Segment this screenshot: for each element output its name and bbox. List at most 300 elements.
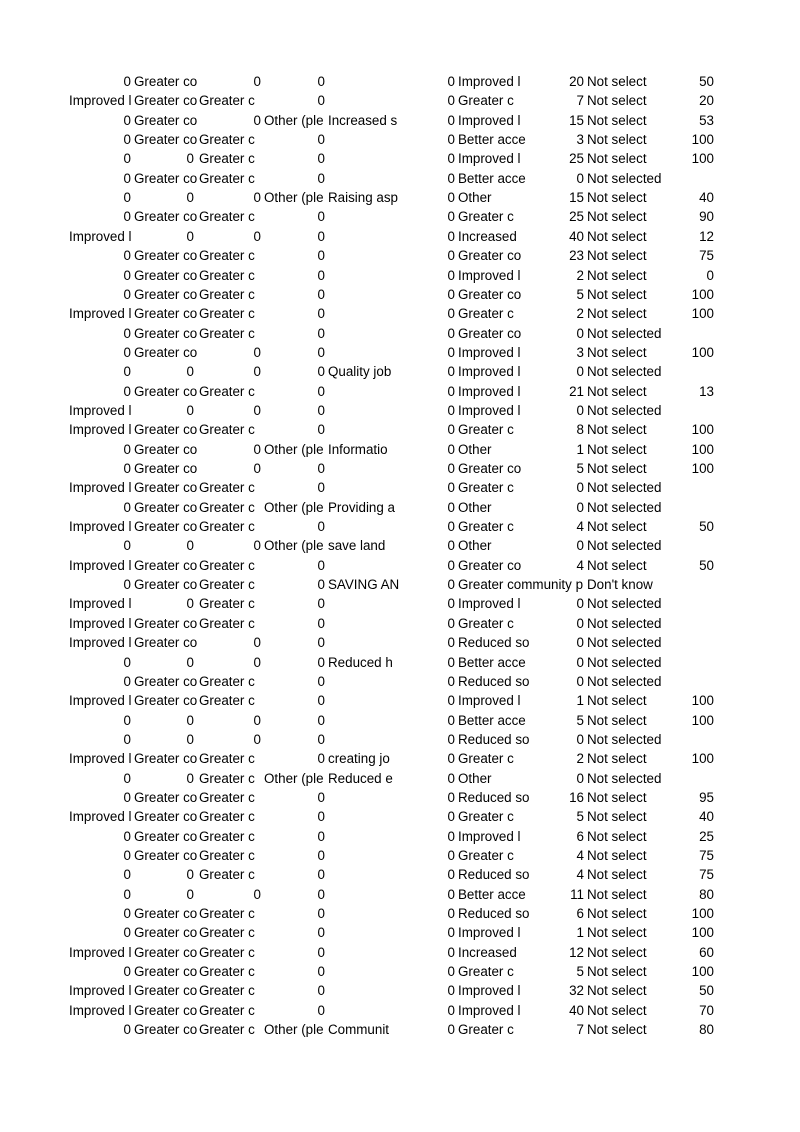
table-cell: Not select: [587, 248, 647, 264]
table-cell: Not selected: [587, 731, 662, 747]
table-cell: Greater co: [134, 325, 198, 341]
table-cell: 0: [447, 132, 455, 148]
table-cell: Greater co: [134, 751, 198, 767]
table-cell: 0: [123, 209, 131, 225]
table-cell: 0: [186, 364, 194, 380]
table-cell: 0: [123, 654, 131, 670]
table-cell: Not select: [587, 306, 647, 322]
table-cell: Not selected: [587, 635, 662, 651]
table-cell: Better acce: [458, 132, 526, 148]
table-cell: 0: [447, 712, 455, 728]
table-cell: Greater c: [199, 906, 255, 922]
table-cell: 0: [447, 402, 455, 418]
table-cell: 0: [317, 751, 325, 767]
table-cell: Improved l: [458, 267, 521, 283]
table-row: [0, 246, 800, 265]
table-cell: Not select: [587, 74, 647, 89]
table-cell: 0: [447, 306, 455, 322]
table-cell: Not selected: [587, 538, 662, 554]
table-cell: 0: [576, 673, 584, 689]
table-cell: 0: [576, 538, 584, 554]
table-cell: Other: [458, 499, 492, 515]
table-row: [0, 943, 800, 962]
table-cell: 0: [317, 557, 325, 573]
table-row: [0, 285, 800, 304]
table-cell: Greater c: [199, 944, 255, 960]
table-row: [0, 72, 800, 91]
table-cell: 13: [699, 383, 714, 399]
table-cell: 0: [447, 151, 455, 167]
table-cell: 8: [576, 422, 584, 438]
table-cell: Greater co: [134, 983, 198, 999]
table-row: [0, 382, 800, 401]
table-cell: Increased: [458, 228, 517, 244]
table-cell: Not select: [587, 228, 647, 244]
table-cell: 0: [447, 190, 455, 206]
table-cell: Greater c: [458, 422, 514, 438]
table-cell: 0: [447, 519, 455, 535]
table-cell: 0: [123, 344, 131, 360]
table-cell: Better acce: [458, 170, 526, 186]
table-cell: 0: [317, 267, 325, 283]
table-cell: 0: [317, 654, 325, 670]
table-cell: 0: [253, 538, 261, 554]
table-cell: Not select: [587, 557, 647, 573]
table-row: [0, 111, 800, 130]
table-cell: 0: [447, 499, 455, 515]
table-cell: 0: [253, 731, 261, 747]
table-cell: Improved l: [69, 596, 132, 612]
table-row: [0, 478, 800, 497]
table-row: [0, 807, 800, 826]
table-cell: 0: [186, 228, 194, 244]
table-cell: 0: [123, 789, 131, 805]
table-row: [0, 517, 800, 536]
table-cell: Greater co: [134, 248, 198, 264]
table-cell: 0: [186, 596, 194, 612]
table-cell: 5: [576, 712, 584, 728]
table-row: [0, 266, 800, 285]
table-cell: 0: [123, 886, 131, 902]
table-cell: 0: [447, 925, 455, 941]
table-cell: 0: [447, 538, 455, 554]
table-cell: Greater c: [199, 480, 255, 496]
table-cell: Greater c: [199, 209, 255, 225]
table-cell: 0: [123, 731, 131, 747]
table-cell: Not selected: [587, 654, 662, 670]
table-cell: 0: [447, 480, 455, 496]
table-cell: Greater c: [199, 151, 255, 167]
table-cell: 0: [317, 983, 325, 999]
table-cell: Greater co: [134, 209, 198, 225]
table-cell: 0: [447, 596, 455, 612]
table-cell: 100: [691, 906, 714, 922]
table-row: [0, 594, 800, 613]
table-cell: Not select: [587, 112, 647, 128]
table-row: [0, 536, 800, 555]
table-cell: 100: [691, 712, 714, 728]
table-cell: Not selected: [587, 402, 662, 418]
table-cell: Greater c: [458, 615, 514, 631]
table-cell: 0: [447, 944, 455, 960]
table-row: [0, 207, 800, 226]
table-row: [0, 981, 800, 1000]
table-cell: Greater co: [134, 422, 198, 438]
table-cell: Increased s: [328, 112, 398, 128]
table-cell: 0: [447, 557, 455, 573]
table-row: [0, 904, 800, 923]
table-cell: 0: [123, 248, 131, 264]
table-cell: 0: [123, 964, 131, 980]
table-cell: Greater c: [199, 267, 255, 283]
table-cell: 0: [317, 383, 325, 399]
table-cell: Greater co: [458, 557, 522, 573]
table-cell: 15: [569, 112, 584, 128]
table-cell: Improved l: [69, 693, 132, 709]
table-cell: Not select: [587, 867, 647, 883]
table-cell: Not select: [587, 383, 647, 399]
table-cell: Not selected: [587, 325, 662, 341]
table-cell: 0: [317, 286, 325, 302]
table-cell: 3: [576, 344, 584, 360]
table-cell: 0: [706, 267, 714, 283]
table-cell: 0: [317, 789, 325, 805]
table-cell: 0: [186, 712, 194, 728]
table-cell: 0: [447, 325, 455, 341]
table-cell: 0: [317, 344, 325, 360]
table-cell: 0: [447, 635, 455, 651]
table-cell: Not select: [587, 93, 647, 109]
table-cell: Other: [458, 770, 492, 786]
table-cell: 75: [699, 248, 714, 264]
table-row: [0, 304, 800, 323]
table-cell: Informatio: [328, 441, 388, 457]
table-cell: Greater co: [134, 286, 198, 302]
table-row: [0, 401, 800, 420]
table-cell: 0: [447, 964, 455, 980]
table-cell: Improved l: [69, 422, 132, 438]
table-cell: Not selected: [587, 170, 662, 186]
table-cell: 1: [576, 693, 584, 709]
table-cell: Greater co: [134, 93, 198, 109]
table-cell: save land: [328, 538, 386, 554]
table-cell: Other (ple: [264, 1022, 324, 1038]
table-cell: Greater co: [134, 441, 198, 457]
table-cell: Greater c: [199, 519, 255, 535]
table-cell: 50: [699, 557, 714, 573]
table-cell: 0: [186, 190, 194, 206]
table-cell: Improved l: [458, 828, 521, 844]
table-cell: Greater co: [458, 461, 522, 476]
table-cell: 0: [317, 848, 325, 863]
table-row: [0, 420, 800, 439]
table-cell: 0: [447, 1002, 455, 1018]
table-cell: 0: [123, 441, 131, 457]
table-cell: Other (ple: [264, 190, 324, 206]
table-cell: 100: [691, 751, 714, 767]
table-cell: Greater co: [134, 383, 198, 399]
table-cell: 0: [317, 422, 325, 438]
table-cell: Not select: [587, 925, 647, 941]
table-cell: Greater c: [199, 964, 255, 980]
table-cell: 0: [123, 867, 131, 883]
table-cell: 0: [317, 596, 325, 612]
table-cell: 0: [447, 577, 455, 593]
table-cell: Not select: [587, 209, 647, 225]
table-row: [0, 440, 800, 459]
table-cell: 0: [123, 190, 131, 206]
table-cell: 0: [317, 712, 325, 728]
table-cell: 50: [699, 519, 714, 535]
table-cell: Not select: [587, 422, 647, 438]
table-cell: Improved l: [458, 1002, 521, 1018]
table-cell: Greater co: [134, 577, 198, 593]
table-cell: 0: [186, 151, 194, 167]
table-cell: Greater co: [134, 848, 198, 863]
table-cell: 0: [576, 364, 584, 380]
table-cell: Improved l: [69, 228, 132, 244]
table-cell: Other: [458, 538, 492, 554]
table-cell: 0: [253, 654, 261, 670]
table-cell: 0: [186, 654, 194, 670]
table-cell: Greater c: [199, 925, 255, 941]
table-row: [0, 691, 800, 710]
table-row: [0, 846, 800, 865]
table-cell: Reduced so: [458, 731, 530, 747]
table-cell: 0: [317, 1002, 325, 1018]
table-cell: Reduced so: [458, 635, 530, 651]
table-cell: 0: [447, 422, 455, 438]
table-cell: Not select: [587, 983, 647, 999]
table-cell: 0: [186, 538, 194, 554]
table-cell: Not select: [587, 828, 647, 844]
table-cell: Reduced h: [328, 654, 393, 670]
table-cell: 0: [317, 828, 325, 844]
table-cell: 0: [317, 93, 325, 109]
table-cell: Greater co: [134, 944, 198, 960]
table-cell: Not select: [587, 693, 647, 709]
table-cell: 0: [447, 228, 455, 244]
table-cell: 0: [576, 402, 584, 418]
table-cell: 0: [253, 190, 261, 206]
table-cell: Greater co: [134, 557, 198, 573]
table-cell: Greater c: [199, 867, 255, 883]
table-cell: 53: [699, 112, 714, 128]
table-cell: Improved l: [458, 151, 521, 167]
table-cell: Not select: [587, 344, 647, 360]
table-cell: 0: [123, 267, 131, 283]
table-cell: 50: [699, 74, 714, 89]
table-cell: 20: [699, 93, 714, 109]
table-cell: Greater community p: [458, 577, 584, 593]
table-cell: Not selected: [587, 596, 662, 612]
table-row: [0, 962, 800, 981]
table-cell: 0: [447, 1022, 455, 1038]
table-cell: 100: [691, 693, 714, 709]
table-cell: Not selected: [587, 480, 662, 496]
table-cell: Greater c: [199, 577, 255, 593]
table-cell: Improved l: [458, 693, 521, 709]
table-cell: Greater co: [134, 112, 198, 128]
table-cell: Improved l: [458, 344, 521, 360]
table-cell: 0: [317, 925, 325, 941]
table-cell: 0: [123, 74, 131, 89]
table-cell: Greater c: [458, 1022, 514, 1038]
table-cell: Greater c: [199, 809, 255, 825]
table-cell: Not select: [587, 286, 647, 302]
table-cell: Greater co: [134, 673, 198, 689]
table-cell: 0: [447, 93, 455, 109]
table-cell: Improved l: [458, 364, 521, 380]
table-cell: Other (ple: [264, 538, 324, 554]
table-row: [0, 169, 800, 188]
table-cell: Greater c: [199, 286, 255, 302]
table-cell: 0: [186, 402, 194, 418]
table-cell: 40: [569, 228, 584, 244]
table-cell: Not select: [587, 461, 647, 476]
table-cell: Not select: [587, 906, 647, 922]
table-cell: 0: [317, 673, 325, 689]
table-cell: 80: [699, 886, 714, 902]
table-cell: 0: [447, 789, 455, 805]
table-cell: 0: [253, 635, 261, 651]
table-cell: 100: [691, 461, 714, 476]
table-cell: creating jo: [328, 751, 390, 767]
table-row: [0, 188, 800, 207]
table-cell: Greater co: [134, 1022, 198, 1038]
table-cell: 4: [576, 867, 584, 883]
table-cell: 0: [123, 499, 131, 515]
table-cell: 0: [317, 325, 325, 341]
table-cell: Greater co: [134, 809, 198, 825]
table-cell: 0: [447, 74, 455, 89]
table-cell: Greater co: [134, 519, 198, 535]
table-cell: Improved l: [69, 480, 132, 496]
table-cell: Greater c: [199, 557, 255, 573]
table-cell: 0: [447, 731, 455, 747]
table-cell: 25: [699, 828, 714, 844]
table-cell: 0: [186, 731, 194, 747]
table-cell: 0: [253, 712, 261, 728]
table-cell: 0: [317, 944, 325, 960]
table-cell: 100: [691, 151, 714, 167]
table-cell: 100: [691, 441, 714, 457]
table-cell: 0: [447, 170, 455, 186]
table-cell: 0: [123, 383, 131, 399]
table-cell: Reduced so: [458, 789, 530, 805]
table-cell: 5: [576, 964, 584, 980]
table-cell: 0: [317, 228, 325, 244]
table-cell: Greater c: [458, 209, 514, 225]
table-cell: 0: [253, 344, 261, 360]
table-cell: Not select: [587, 848, 647, 863]
table-cell: Not select: [587, 751, 647, 767]
table-cell: 0: [317, 364, 325, 380]
table-row: [0, 633, 800, 652]
table-cell: Better acce: [458, 654, 526, 670]
table-cell: Not selected: [587, 499, 662, 515]
table-cell: 100: [691, 132, 714, 148]
table-cell: 0: [447, 654, 455, 670]
table-cell: 0: [186, 770, 194, 786]
table-row: [0, 362, 800, 381]
table-cell: 95: [699, 789, 714, 805]
table-cell: 0: [123, 906, 131, 922]
table-cell: Better acce: [458, 886, 526, 902]
table-cell: 0: [253, 441, 261, 457]
table-cell: Improved l: [69, 1002, 132, 1018]
table-row: [0, 556, 800, 575]
table-row: [0, 130, 800, 149]
table-cell: Improved l: [458, 983, 521, 999]
table-cell: 0: [447, 983, 455, 999]
table-cell: Communit: [328, 1022, 390, 1038]
table-cell: 0: [123, 1022, 131, 1038]
table-cell: 12: [569, 944, 584, 960]
table-cell: Not select: [587, 944, 647, 960]
table-cell: 0: [317, 615, 325, 631]
table-cell: Improved l: [69, 615, 132, 631]
table-cell: 0: [317, 886, 325, 902]
table-cell: Not selected: [587, 673, 662, 689]
table-row: [0, 614, 800, 633]
table-cell: Greater c: [199, 789, 255, 805]
table-cell: Greater co: [458, 325, 522, 341]
table-cell: Not select: [587, 519, 647, 535]
table-cell: 0: [317, 731, 325, 747]
table-cell: Greater c: [199, 325, 255, 341]
table-cell: Improved l: [69, 306, 132, 322]
table-row: [0, 653, 800, 672]
table-cell: Not select: [587, 1002, 647, 1018]
table-cell: Greater c: [199, 1022, 255, 1038]
table-cell: 100: [691, 286, 714, 302]
table-row: [0, 459, 800, 478]
table-cell: 0: [123, 673, 131, 689]
table-cell: Reduced so: [458, 673, 530, 689]
table-cell: 0: [317, 74, 325, 89]
table-cell: Not select: [587, 809, 647, 825]
table-cell: Greater c: [199, 499, 255, 515]
table-cell: 15: [569, 190, 584, 206]
table-row: [0, 865, 800, 884]
table-cell: 25: [569, 151, 584, 167]
table-cell: 0: [317, 480, 325, 496]
table-cell: Not select: [587, 132, 647, 148]
table-cell: 0: [317, 151, 325, 167]
table-cell: 100: [691, 925, 714, 941]
table-cell: 16: [569, 789, 584, 805]
table-cell: Don't know: [587, 577, 653, 593]
table-cell: Greater co: [134, 828, 198, 844]
table-cell: Greater co: [134, 906, 198, 922]
table-cell: Not select: [587, 886, 647, 902]
table-cell: Greater c: [199, 615, 255, 631]
table-cell: 0: [447, 364, 455, 380]
table-cell: Improved l: [69, 751, 132, 767]
table-cell: Not select: [587, 190, 647, 206]
table-cell: Not select: [587, 712, 647, 728]
table-cell: 0: [447, 441, 455, 457]
table-row: [0, 885, 800, 904]
table-cell: Greater c: [458, 93, 514, 109]
table-cell: 0: [317, 248, 325, 264]
table-cell: 0: [447, 267, 455, 283]
table-cell: 0: [447, 770, 455, 786]
table-cell: 0: [576, 770, 584, 786]
table-cell: 0: [576, 654, 584, 670]
table-cell: 0: [317, 635, 325, 651]
